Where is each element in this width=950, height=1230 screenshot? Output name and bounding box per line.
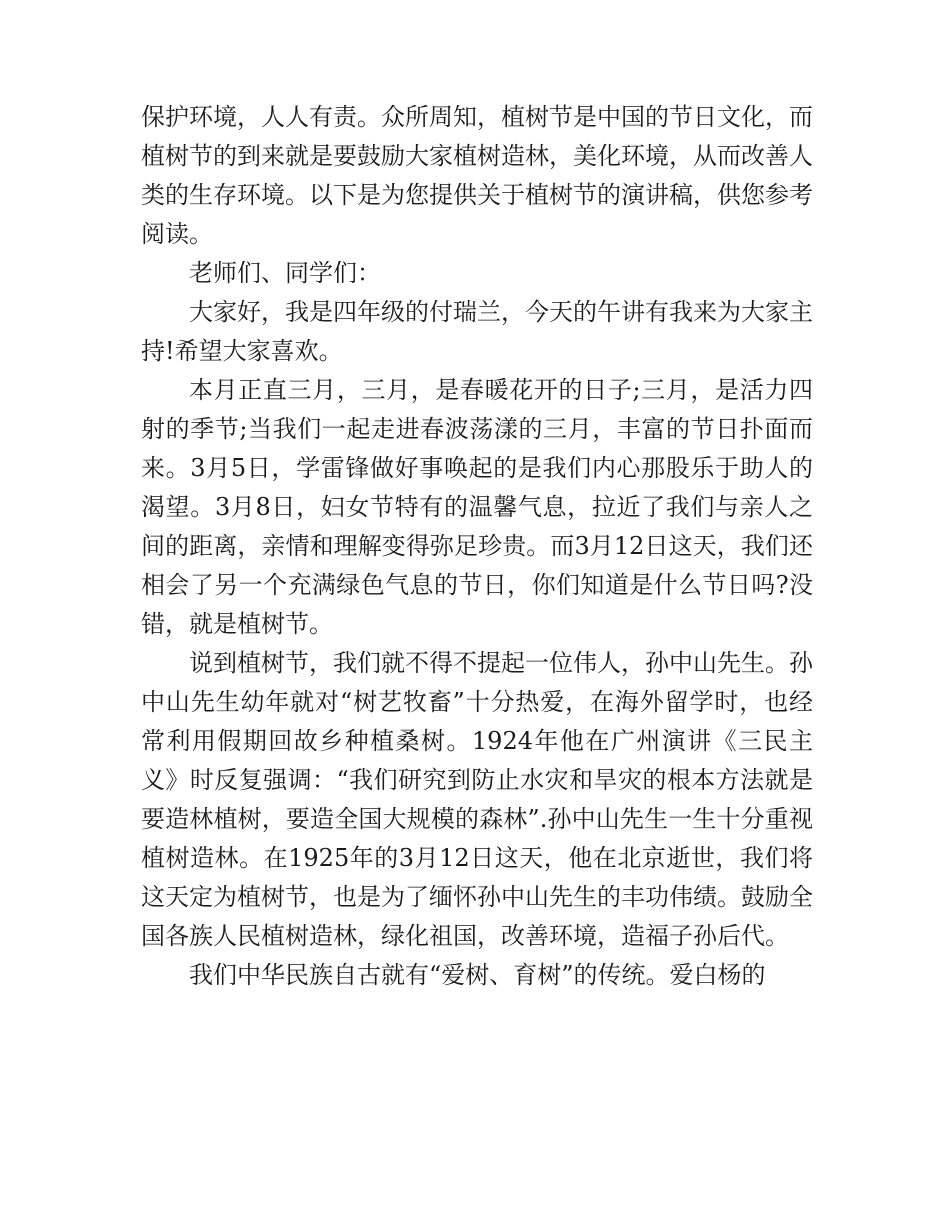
- salutation-paragraph: 老师们、同学们：: [189, 259, 381, 287]
- tradition-paragraph: 我们中华民族自古就有“爱树、育树”的传统。爱白杨的: [189, 961, 766, 989]
- document-page: [141, 98, 813, 995]
- march-festivals-paragraph: 本月正直三月，三月，是春暖花开的日子;三月，是活力四射的季节;当我们一起走进春波荡漾的三月，丰富的节日扑面而来。3月5日，学雷锋做好事唤起的是我们内心那股乐于助人的渴望。3月8日，妇女节特有的温馨气息，拉近了我们与亲人之间的距离，亲情和理解变得弥足珍贵。而3月12日这天，我们还相会了另一个充满绿色气息的节日，你们知道是什么节日吗?没错，就是植树节。: [141, 376, 813, 638]
- greeting-paragraph: 大家好，我是四年级的付瑞兰，今天的午讲有我来为大家主持!希望大家喜欢。: [141, 298, 813, 365]
- sun-yat-sen-paragraph: 说到植树节，我们就不得不提起一位伟人，孙中山先生。孙中山先生幼年就对“树艺牧畜”十分热爱，在海外留学时，也经常利用假期回故乡种植桑树。1924年他在广州演讲《三民主义》时反复强调：“我们研究到防止水灾和旱灾的根本方法就是要造林植树，要造全国大规模的森林”.孙中山先生一生十分重视植树造林。在1925年的3月12日这天，他在北京逝世，我们将这天定为植树节，也是为了缅怀孙中山先生的丰功伟绩。鼓励全国各族人民植树造林，绿化祖国，改善环境，造福子孙后代。: [141, 649, 813, 950]
- intro-paragraph: 保护环境，人人有责。众所周知，植树节是中国的节日文化，而植树节的到来就是要鼓励大家植树造林，美化环境，从而改善人类的生存环境。以下是为您提供关于植树节的演讲稿，供您参考阅读。: [141, 103, 813, 248]
